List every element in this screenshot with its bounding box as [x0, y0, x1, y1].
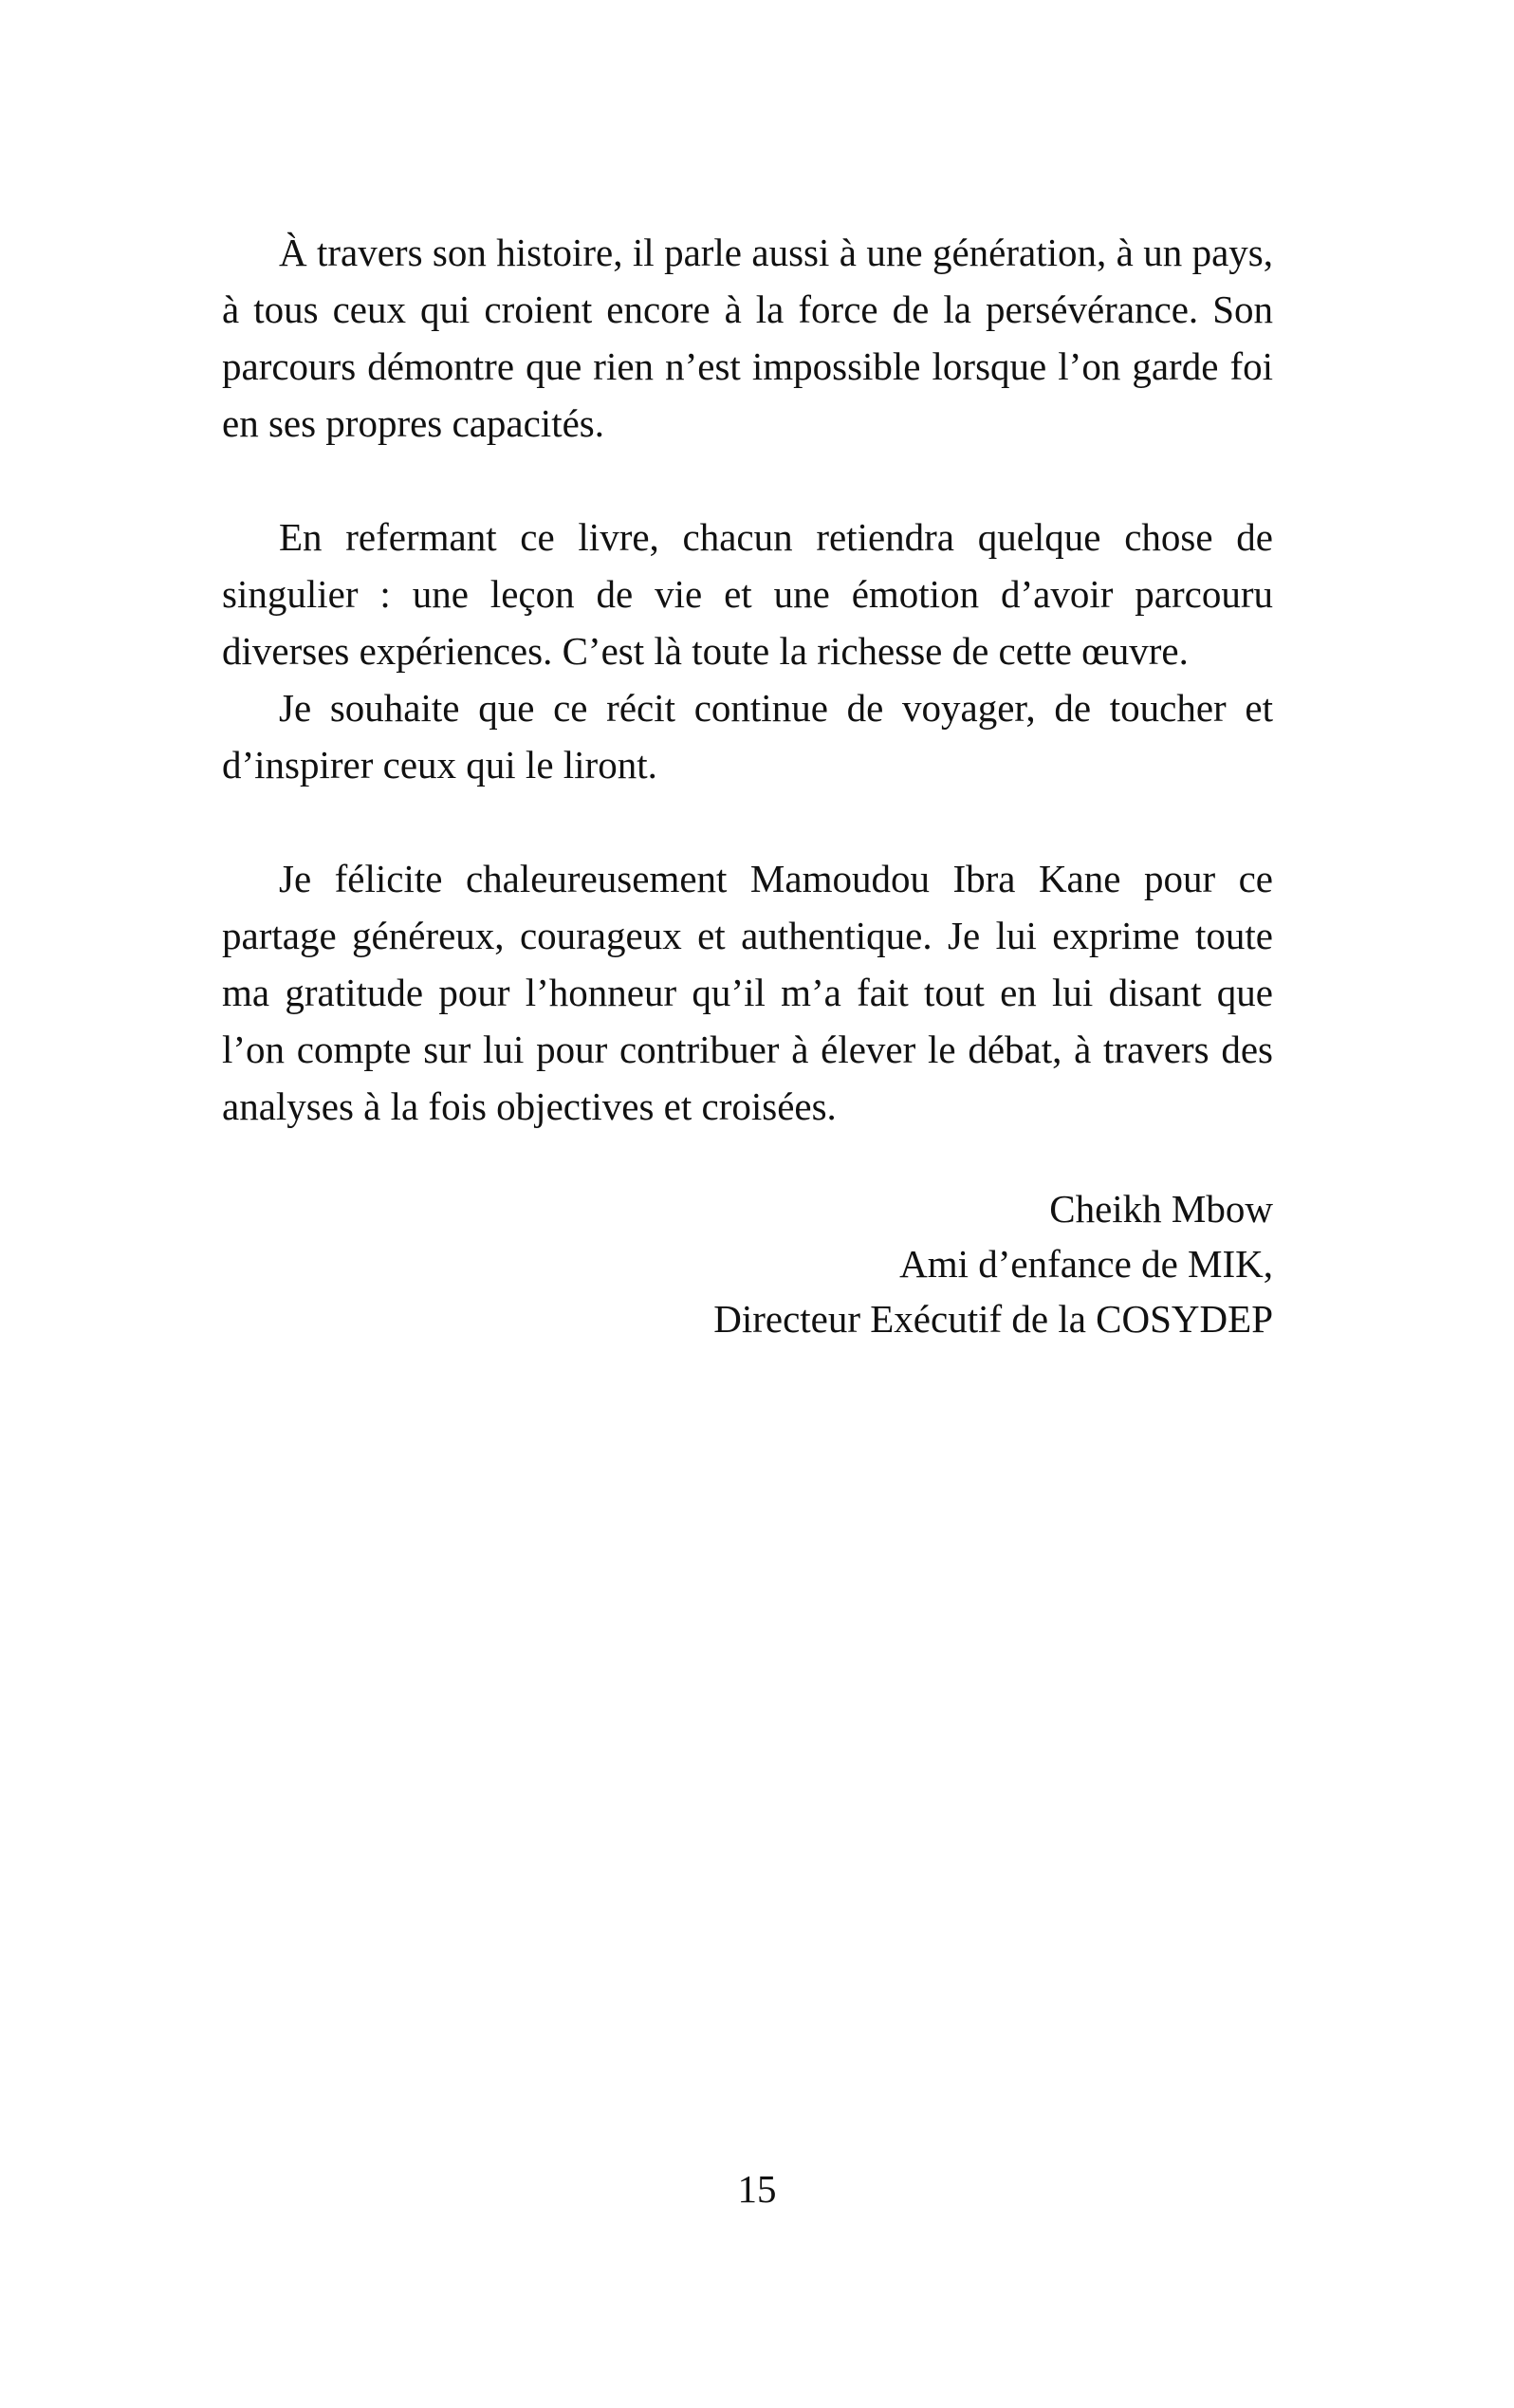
- paragraph-2: En refermant ce livre, chacun retiendra quelque chose de singulier : une leçon de vie et une émotion d’avoir parcouru diverses expériences. C’est là toute la richesse de cette œuvre.: [222, 515, 1273, 673]
- paragraph-1: À travers son histoire, il parle aussi à une génération, à un pays, à tous ceux qui croient encore à la force de la persévérance. Son parcours démontre que rien n’est impossible lorsque l’on garde foi en ses propres capacités.: [222, 231, 1273, 445]
- paragraph-block-2: [222, 509, 1273, 793]
- paragraph-4: Je félicite chaleureusement Mamoudou Ibra Kane pour ce partage généreux, courageux et authentique. Je lui exprime toute ma gratitude pour l’honneur qu’il m’a fait tout en lui disant que l’on compte sur lui pour contribuer à élever le débat, à travers des analyses à la fois objectives et croisées.: [222, 857, 1273, 1128]
- signature-name: Cheikh Mbow: [1049, 1187, 1273, 1231]
- signature-block: [569, 1181, 1273, 1346]
- page-number: 15: [737, 2167, 777, 2211]
- signature-title: Directeur Exécutif de la COSYDEP: [713, 1297, 1273, 1341]
- paragraph-3: Je souhaite que ce récit continue de voyager, de toucher et d’inspirer ceux qui le liront.: [222, 686, 1273, 787]
- signature-relation: Ami d’enfance de MIK,: [899, 1242, 1273, 1286]
- paragraph-block-1: [222, 224, 1273, 452]
- paragraph-block-3: [222, 850, 1273, 1135]
